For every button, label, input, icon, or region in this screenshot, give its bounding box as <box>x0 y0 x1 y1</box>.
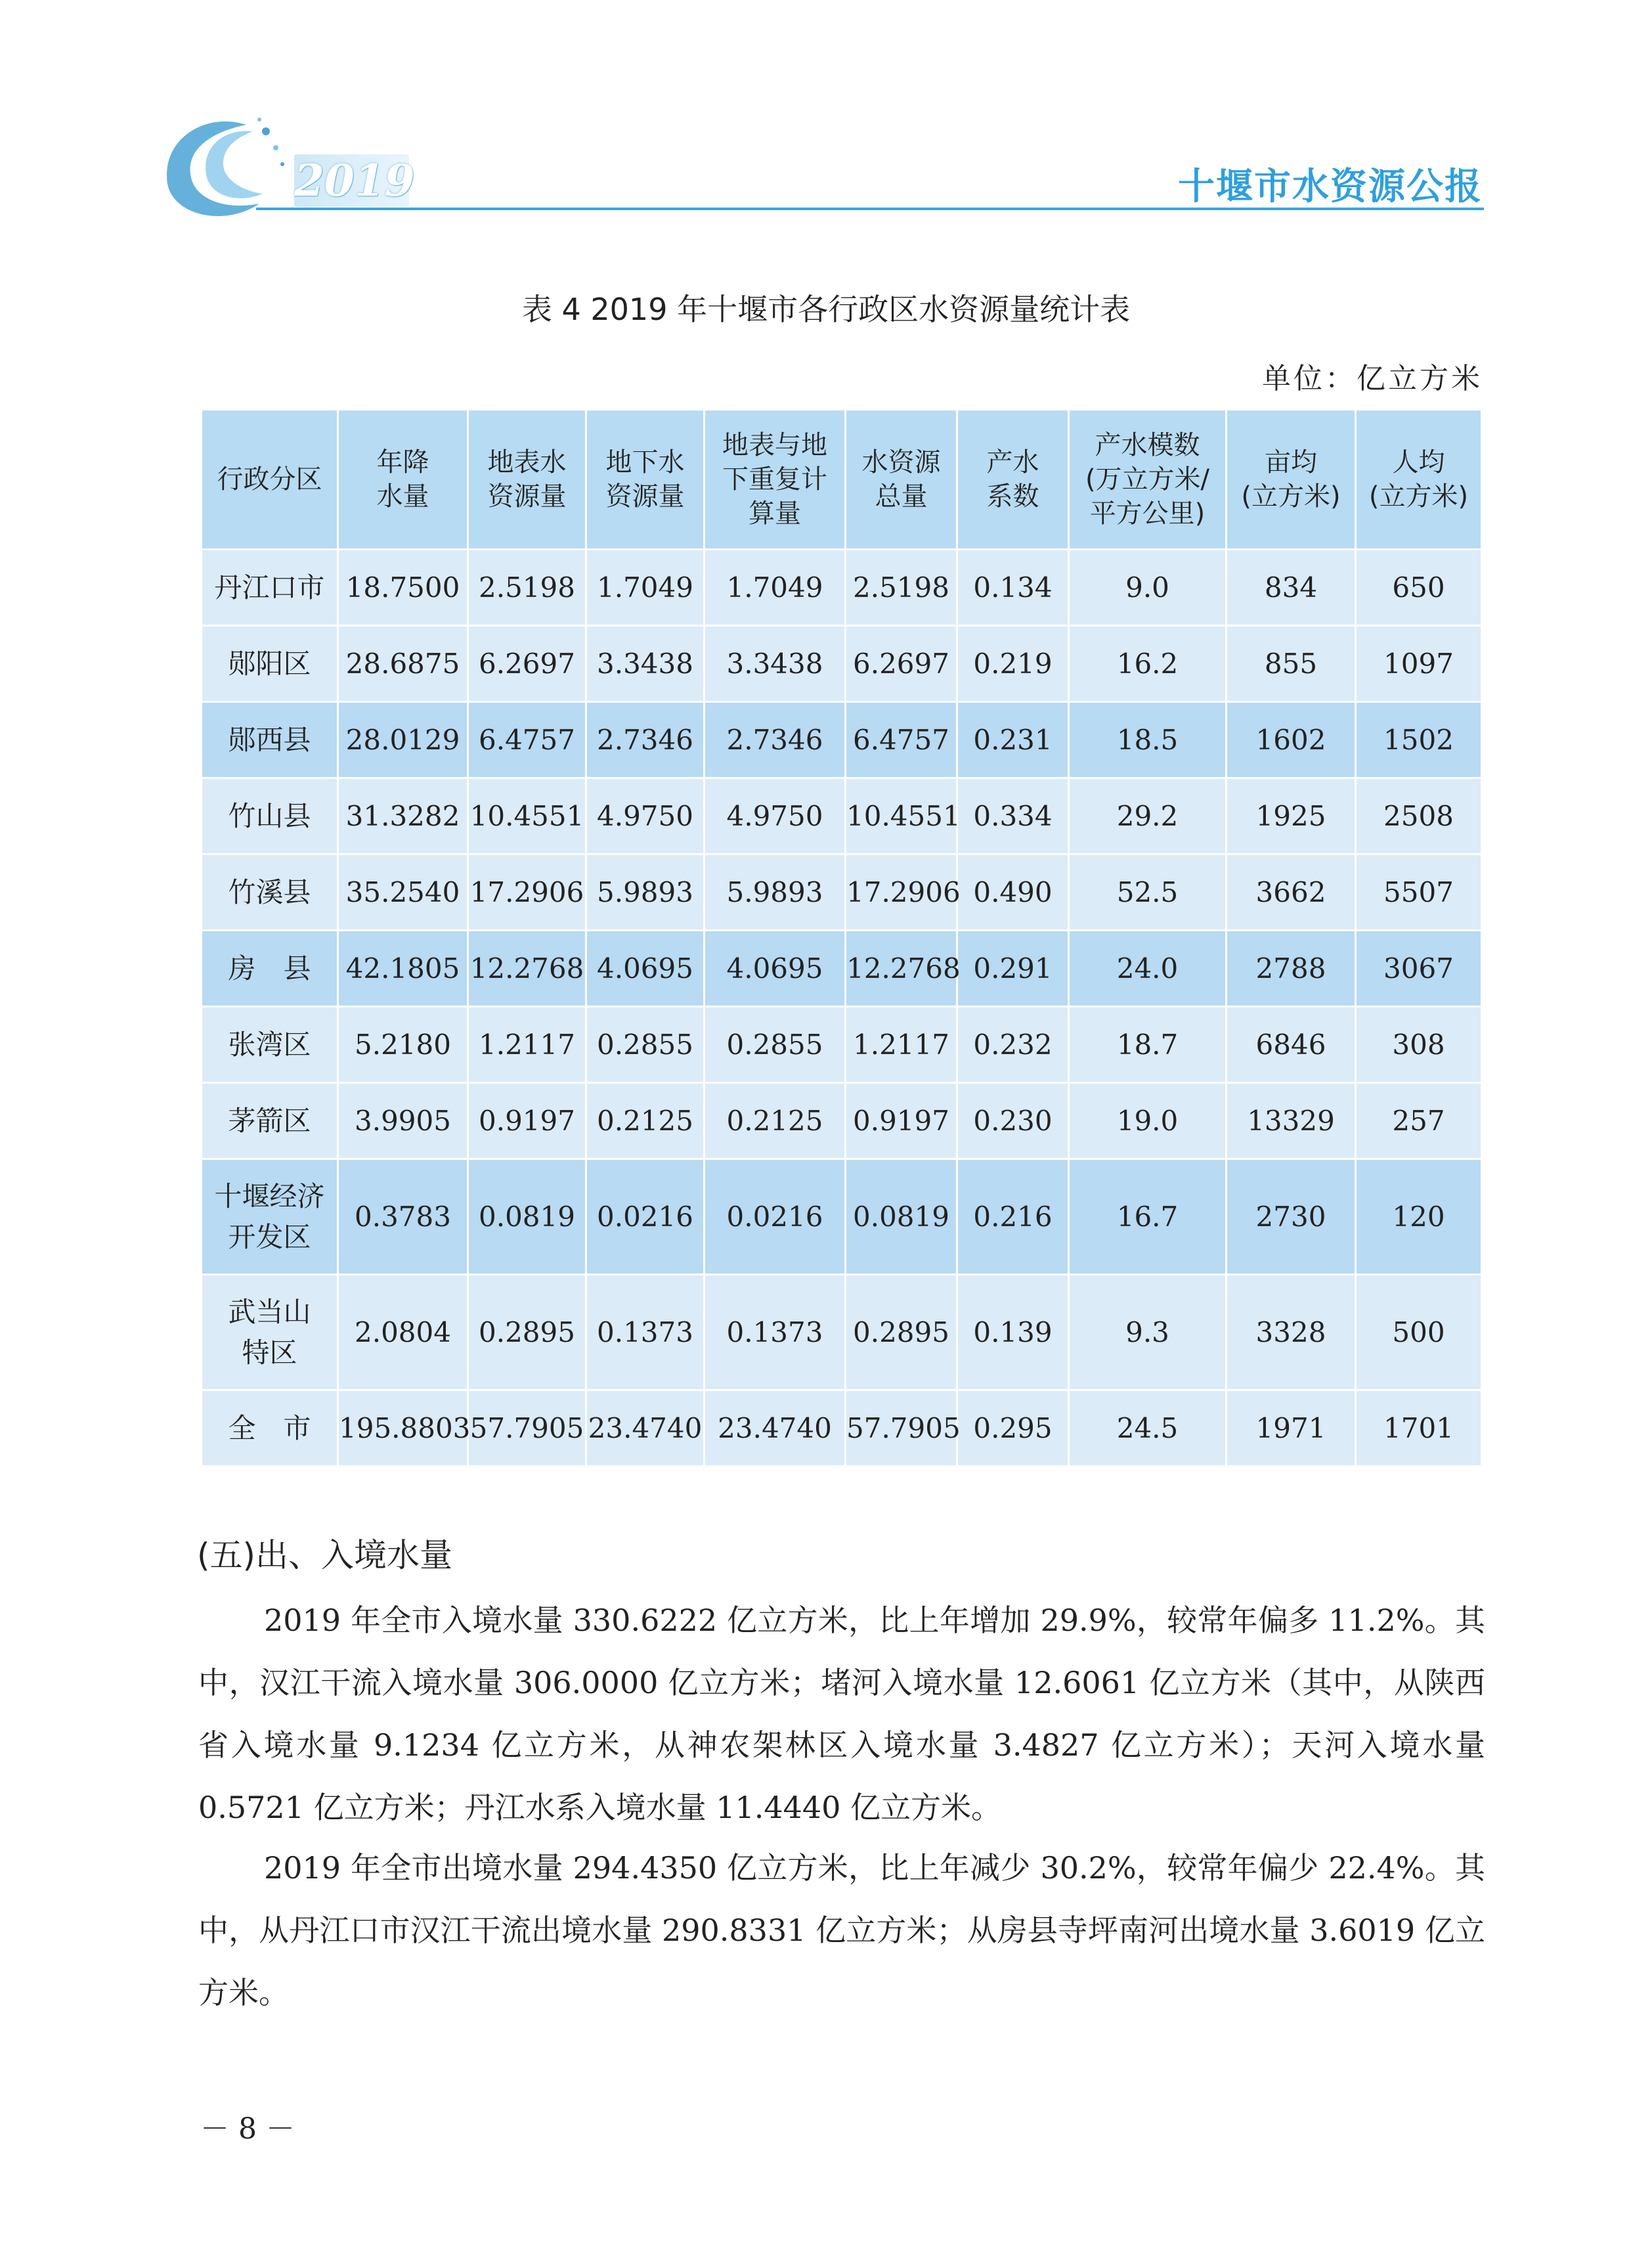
table-row <box>202 626 1482 702</box>
value-cell: 500 <box>1356 1275 1482 1390</box>
value-cell: 6.2697 <box>846 626 957 702</box>
paragraph-inflow: 2019 年全市入境水量 330.6222 亿立方米，比上年增加 29.9%，较常年偏多 11.2%。其中，汉江干流入境水量 306.0000 亿立方米；堵河入境水量 12.6061 亿立方米（其中，从陕西省入境水量 9.1234 亿立方米，从神农架林区入境水量 3.4827 亿立方米）；天河入境水量 0.5721 亿立方米；丹江水系入境水量 11.4440 亿立方米。 <box>198 1603 1485 1825</box>
value-cell: 120 <box>1356 1159 1482 1275</box>
value-cell: 5.9893 <box>586 854 705 931</box>
value-cell: 0.334 <box>957 778 1069 854</box>
value-cell: 1.2117 <box>846 1007 957 1083</box>
value-cell: 17.2906 <box>846 854 957 931</box>
value-cell: 13329 <box>1227 1083 1356 1159</box>
value-cell: 0.0819 <box>846 1159 957 1275</box>
value-cell: 3.3438 <box>586 626 705 702</box>
value-cell: 35.2540 <box>338 854 468 931</box>
value-cell: 257 <box>1356 1083 1482 1159</box>
value-cell: 3328 <box>1227 1275 1356 1390</box>
value-cell: 3.9905 <box>338 1083 468 1159</box>
value-cell: 834 <box>1227 550 1356 626</box>
value-cell: 0.2125 <box>705 1083 846 1159</box>
value-cell: 31.3282 <box>338 778 468 854</box>
value-cell: 0.295 <box>957 1390 1069 1467</box>
value-cell: 5507 <box>1356 854 1482 931</box>
value-cell: 4.0695 <box>586 931 705 1007</box>
value-cell: 0.1373 <box>705 1275 846 1390</box>
value-cell: 42.1805 <box>338 931 468 1007</box>
year-badge: 2019 <box>294 155 415 206</box>
column-header: 人均 (立方米) <box>1356 410 1482 550</box>
value-cell: 1.7049 <box>586 550 705 626</box>
page-number: － 8 － <box>200 2112 295 2146</box>
region-name-cell: 十堰经济 开发区 <box>202 1159 338 1275</box>
value-cell: 2.5198 <box>468 550 586 626</box>
column-header: 水资源 总量 <box>846 410 957 550</box>
value-cell: 6.4757 <box>846 702 957 778</box>
value-cell: 6.4757 <box>468 702 586 778</box>
value-cell: 0.230 <box>957 1083 1069 1159</box>
region-name-cell: 丹江口市 <box>202 550 338 626</box>
water-resources-table <box>200 409 1483 1467</box>
region-name-cell: 房 县 <box>202 931 338 1007</box>
value-cell: 6846 <box>1227 1007 1356 1083</box>
value-cell: 9.0 <box>1069 550 1227 626</box>
value-cell: 0.232 <box>957 1007 1069 1083</box>
value-cell: 1097 <box>1356 626 1482 702</box>
value-cell: 6.2697 <box>468 626 586 702</box>
table-row <box>202 854 1482 931</box>
value-cell: 0.139 <box>957 1275 1069 1390</box>
value-cell: 0.9197 <box>846 1083 957 1159</box>
region-name-cell: 郧阳区 <box>202 626 338 702</box>
table-row <box>202 1390 1482 1467</box>
value-cell: 23.4740 <box>586 1390 705 1467</box>
value-cell: 1.2117 <box>468 1007 586 1083</box>
value-cell: 0.2895 <box>468 1275 586 1390</box>
value-cell: 28.0129 <box>338 702 468 778</box>
region-name-cell: 武当山 特区 <box>202 1275 338 1390</box>
value-cell: 308 <box>1356 1007 1482 1083</box>
column-header: 地表水 资源量 <box>468 410 586 550</box>
value-cell: 650 <box>1356 550 1482 626</box>
value-cell: 2788 <box>1227 931 1356 1007</box>
value-cell: 10.4551 <box>468 778 586 854</box>
value-cell: 57.7905 <box>846 1390 957 1467</box>
value-cell: 4.0695 <box>705 931 846 1007</box>
value-cell: 0.2855 <box>705 1007 846 1083</box>
value-cell: 195.8803 <box>338 1390 468 1467</box>
section-title: (五)出、入境水量 <box>197 1536 453 1574</box>
paragraph-outflow: 2019 年全市出境水量 294.4350 亿立方米，比上年减少 30.2%，较常年偏少 22.4%。其中，从丹江口市汉江干流出境水量 290.8331 亿立方米；从房县寺坪南河出境水量 3.6019 亿立方米。 <box>198 1850 1485 2010</box>
value-cell: 0.2855 <box>586 1007 705 1083</box>
column-header: 亩均 (立方米) <box>1227 410 1356 550</box>
value-cell: 18.5 <box>1069 702 1227 778</box>
value-cell: 3662 <box>1227 854 1356 931</box>
value-cell: 4.9750 <box>705 778 846 854</box>
value-cell: 28.6875 <box>338 626 468 702</box>
value-cell: 855 <box>1227 626 1356 702</box>
column-header: 年降 水量 <box>338 410 468 550</box>
value-cell: 0.231 <box>957 702 1069 778</box>
value-cell: 2.7346 <box>586 702 705 778</box>
value-cell: 23.4740 <box>705 1390 846 1467</box>
value-cell: 2730 <box>1227 1159 1356 1275</box>
value-cell: 24.0 <box>1069 931 1227 1007</box>
table-unit: 单位：亿立方米 <box>1262 362 1483 395</box>
value-cell: 57.7905 <box>468 1390 586 1467</box>
value-cell: 0.0819 <box>468 1159 586 1275</box>
table-row <box>202 1083 1482 1159</box>
table-row <box>202 1159 1482 1275</box>
table-row <box>202 1007 1482 1083</box>
value-cell: 10.4551 <box>846 778 957 854</box>
table-row <box>202 931 1482 1007</box>
value-cell: 4.9750 <box>586 778 705 854</box>
region-name-cell: 茅箭区 <box>202 1083 338 1159</box>
column-header: 地下水 资源量 <box>586 410 705 550</box>
value-cell: 2.0804 <box>338 1275 468 1390</box>
table-row <box>202 778 1482 854</box>
column-header: 地表与地 下重复计 算量 <box>705 410 846 550</box>
value-cell: 18.7 <box>1069 1007 1227 1083</box>
value-cell: 16.2 <box>1069 626 1227 702</box>
value-cell: 2.5198 <box>846 550 957 626</box>
value-cell: 0.490 <box>957 854 1069 931</box>
region-name-cell: 张湾区 <box>202 1007 338 1083</box>
value-cell: 0.216 <box>957 1159 1069 1275</box>
value-cell: 1502 <box>1356 702 1482 778</box>
value-cell: 19.0 <box>1069 1083 1227 1159</box>
table-row <box>202 702 1482 778</box>
value-cell: 5.9893 <box>705 854 846 931</box>
value-cell: 12.2768 <box>846 931 957 1007</box>
report-title: 十堰市水资源公报 <box>1178 166 1483 208</box>
table-header-row <box>202 410 1482 550</box>
table-caption: 表 4 2019 年十堰市各行政区水资源量统计表 <box>521 292 1131 327</box>
region-name-cell: 竹溪县 <box>202 854 338 931</box>
value-cell: 17.2906 <box>468 854 586 931</box>
value-cell: 2508 <box>1356 778 1482 854</box>
value-cell: 3.3438 <box>705 626 846 702</box>
column-header: 产水模数 (万立方米/ 平方公里) <box>1069 410 1227 550</box>
value-cell: 29.2 <box>1069 778 1227 854</box>
value-cell: 0.2125 <box>586 1083 705 1159</box>
value-cell: 3067 <box>1356 931 1482 1007</box>
value-cell: 1925 <box>1227 778 1356 854</box>
value-cell: 0.291 <box>957 931 1069 1007</box>
value-cell: 12.2768 <box>468 931 586 1007</box>
value-cell: 5.2180 <box>338 1007 468 1083</box>
value-cell: 0.134 <box>957 550 1069 626</box>
table-row <box>202 550 1482 626</box>
table-row <box>202 1275 1482 1390</box>
value-cell: 0.0216 <box>586 1159 705 1275</box>
value-cell: 1701 <box>1356 1390 1482 1467</box>
value-cell: 1602 <box>1227 702 1356 778</box>
value-cell: 9.3 <box>1069 1275 1227 1390</box>
column-header: 行政分区 <box>202 410 338 550</box>
value-cell: 0.9197 <box>468 1083 586 1159</box>
value-cell: 1971 <box>1227 1390 1356 1467</box>
value-cell: 2.7346 <box>705 702 846 778</box>
value-cell: 0.2895 <box>846 1275 957 1390</box>
value-cell: 0.3783 <box>338 1159 468 1275</box>
value-cell: 16.7 <box>1069 1159 1227 1275</box>
value-cell: 52.5 <box>1069 854 1227 931</box>
water-wave-logo <box>148 112 292 223</box>
column-header: 产水 系数 <box>957 410 1069 550</box>
value-cell: 24.5 <box>1069 1390 1227 1467</box>
region-name-cell: 全 市 <box>202 1390 338 1467</box>
value-cell: 1.7049 <box>705 550 846 626</box>
value-cell: 0.0216 <box>705 1159 846 1275</box>
region-name-cell: 郧西县 <box>202 702 338 778</box>
value-cell: 0.1373 <box>586 1275 705 1390</box>
value-cell: 0.219 <box>957 626 1069 702</box>
value-cell: 18.7500 <box>338 550 468 626</box>
region-name-cell: 竹山县 <box>202 778 338 854</box>
